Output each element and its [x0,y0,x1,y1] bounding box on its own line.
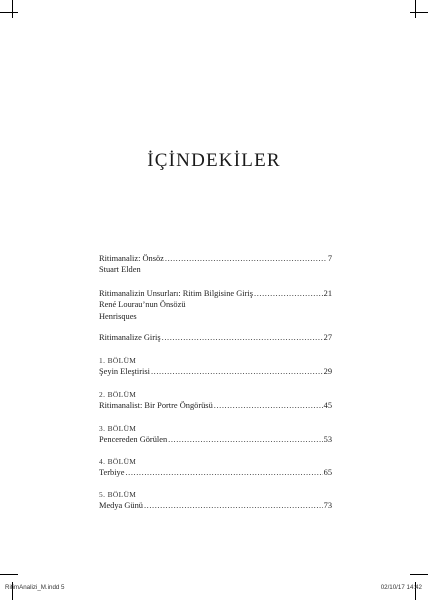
dot-leader [168,434,322,445]
toc-chapter-label: 3. BÖLÜM [99,424,137,433]
toc-row [99,253,332,264]
crop-mark-top-right-horizontal [410,12,428,13]
toc-entry-title: Ritimanalist: Bir Portre Öngörüsü [99,401,213,411]
toc-chapter-label: 4. BÖLÜM [99,457,137,466]
toc-entry-giris [99,332,332,343]
toc-chapter-label: 2. BÖLÜM [99,390,137,399]
toc-entry-chapter-3 [99,423,332,446]
toc-entry-unsurlari [99,288,332,322]
toc-entry-title: Ritimanaliz: Önsöz [99,254,164,263]
toc-row [99,467,332,478]
toc-page-number: 7 [327,254,332,263]
toc-page-number: 73 [323,501,332,511]
toc-page-number: 29 [323,367,332,377]
slug-filename: RitimAnalizi_M.indd 5 [5,584,65,591]
toc-page-number: 45 [323,401,332,411]
crop-mark-top-left [12,0,13,18]
toc-entry-title: Terbiye [99,468,125,478]
toc-row [99,434,332,445]
dot-leader [214,400,323,411]
dot-leader [162,332,323,343]
toc-entry-title: Pencereden Görülen [99,435,168,445]
toc-row [99,366,332,377]
toc-chapter-label: 5. BÖLÜM [99,490,137,499]
dot-leader [144,500,323,511]
toc-entry-chapter-5 [99,489,332,512]
toc-entry-onsoz [99,253,332,276]
toc-row [99,332,332,343]
dot-leader [165,253,327,264]
toc-entry-chapter-4 [99,456,332,479]
crop-mark-bottom-left-horizontal [0,574,18,575]
toc-page-number: 27 [323,333,332,342]
toc-row [99,288,332,299]
toc-entry-title: Ritimanalizin Unsurları: Ritim Bilgisine Giriş [99,289,253,298]
crop-mark-bottom-right-horizontal [410,574,428,575]
slug-timestamp: 02/10/17 14:42 [380,584,422,591]
toc-author: Henrisques [99,311,137,321]
crop-mark-top-left-horizontal [0,12,18,13]
toc-chapter-label: 1. BÖLÜM [99,356,137,365]
toc-subtitle: René Lourau’nun Önsözü [99,300,186,310]
toc-row [99,400,332,411]
dot-leader [151,366,323,377]
toc-row [99,500,332,511]
toc-entry-title: Medya Günü [99,501,143,511]
toc-entry-title: Şeyin Eleştirisi [99,367,150,377]
page-title: İÇİNDEKİLER [147,150,281,171]
toc-page-number: 65 [323,468,332,478]
dot-leader [254,288,323,299]
toc-entry-chapter-2 [99,389,332,412]
toc-entry-chapter-1 [99,355,332,378]
dot-leader [125,467,322,478]
toc-page-number: 21 [323,289,332,298]
crop-mark-top-right [415,0,416,18]
toc-entry-title: Ritimanalize Giriş [99,333,161,342]
toc-author: Stuart Elden [99,265,141,275]
toc-page-number: 53 [323,435,332,445]
